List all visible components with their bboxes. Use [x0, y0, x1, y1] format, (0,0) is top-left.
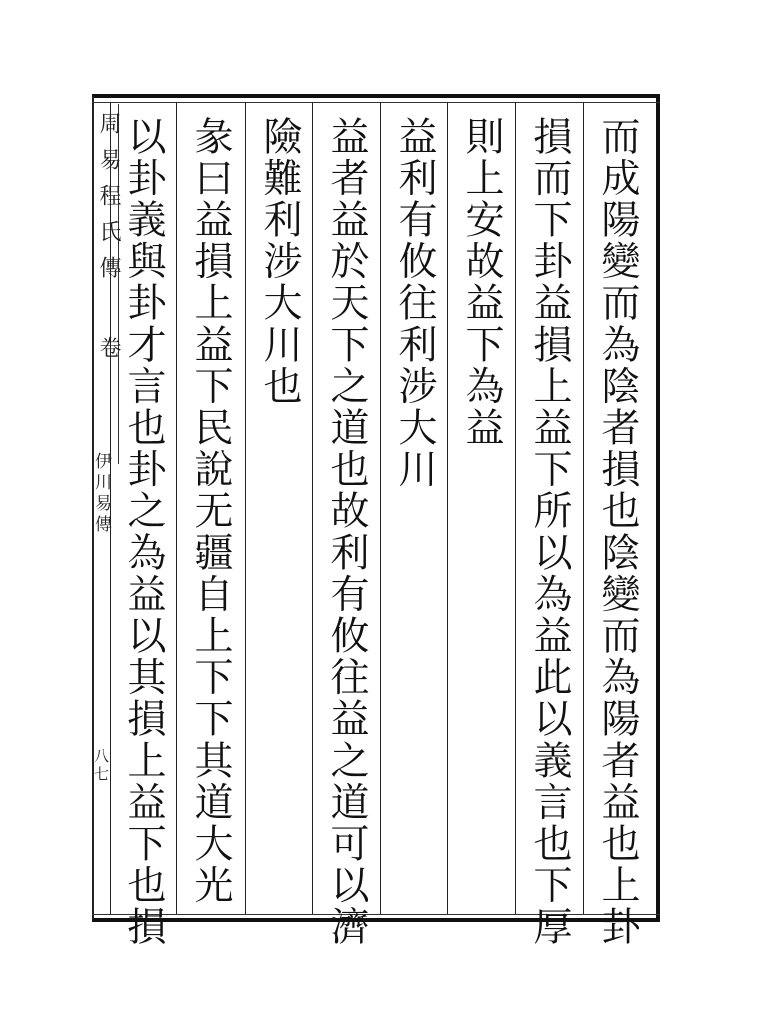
text-column-3: 則上安故益下為益 [459, 116, 504, 449]
margin-page-number: 八七 [92, 748, 110, 784]
text-column-5: 益者益於天下之道也故利有攸往益之道可以濟 [324, 116, 369, 948]
column-rule [515, 102, 516, 914]
page-frame [92, 94, 660, 948]
column-rule [583, 102, 584, 914]
text-column-4: 益利有攸往利涉大川 [392, 116, 437, 491]
column-rule [312, 102, 313, 914]
text-column-1: 而成陽變而為陰者損也陰變而為陽者益也上卦 [595, 116, 640, 948]
column-rule [447, 102, 448, 914]
inner-bottom-rule [92, 914, 660, 915]
margin-running-title: 伊川易傳 [91, 452, 111, 536]
text-column-2: 損而下卦益損上益下所以為益此以義言也下厚 [527, 116, 572, 948]
column-rule [380, 102, 381, 914]
text-column-7: 彖曰益損上益下民說无疆自上下下其道大光 [188, 116, 233, 907]
text-column-6: 險難利涉大川也 [257, 116, 302, 408]
inner-top-rule [92, 102, 660, 103]
margin-section: 卷 [96, 336, 121, 361]
column-rule [245, 102, 246, 914]
text-column-8: 以卦義與卦才言也卦之為益以其損上益下也損 [121, 116, 166, 948]
margin-book-title: 周易程氏傳 [96, 112, 121, 292]
column-rule [176, 102, 177, 914]
